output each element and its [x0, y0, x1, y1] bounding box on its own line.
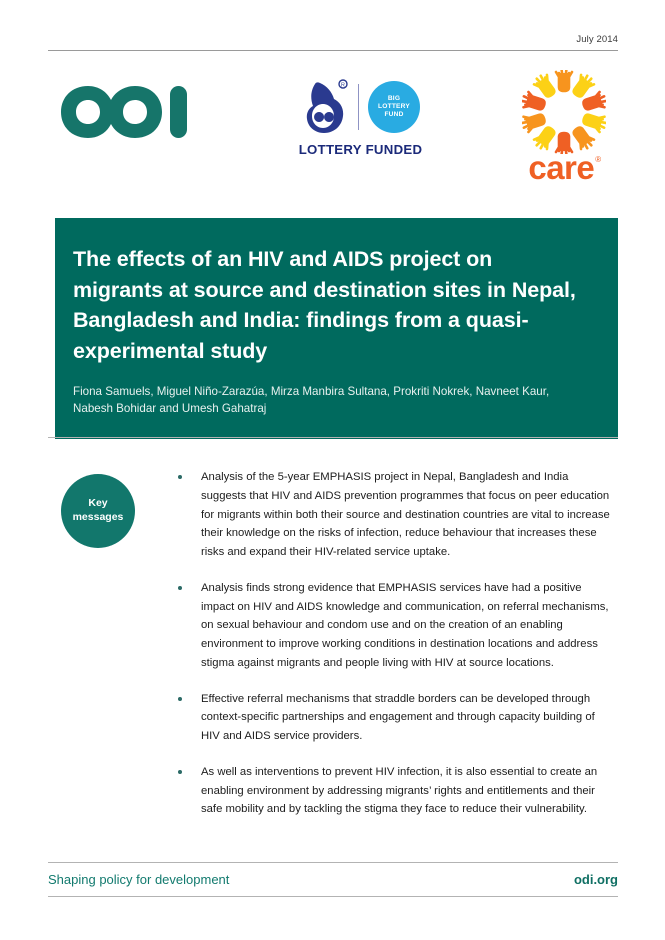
list-item [175, 468, 615, 562]
care-wordmark [528, 149, 601, 186]
footer-row [48, 863, 618, 896]
section-divider-rule [48, 437, 618, 438]
publication-date: July 2014 [576, 34, 618, 45]
svg-text:R: R [341, 82, 345, 89]
odi-logo [60, 82, 190, 142]
lottery-crossed-fingers-icon [301, 78, 349, 136]
bullet-icon [178, 586, 182, 590]
page-title: The effects of an HIV and AIDS project on migrants at source and destination sites in Nepal, Bangladesh and India: findings from a quasi-experimental study [73, 247, 576, 363]
list-item [175, 579, 615, 673]
footer-bottom-rule [48, 896, 618, 897]
lottery-funded-caption: LOTTERY FUNDED [298, 142, 423, 157]
list-item [175, 690, 615, 746]
key-messages-badge [61, 474, 135, 548]
footer-website-link[interactable]: odi.org [573, 872, 618, 887]
care-hands-circle-icon [522, 70, 606, 154]
big-lottery-fund-badge [368, 81, 420, 133]
logo-strip [48, 68, 618, 188]
bullet-icon [178, 475, 182, 479]
registered-mark-icon: ® [595, 155, 601, 164]
list-item [175, 763, 615, 819]
list-item-text: Analysis of the 5-year EMPHASIS project in Nepal, Bangladesh and India suggests that HIV and AIDS prevention programmes that focus on peer education for migrants within both their source and destination countries are vital to increase their knowledge on the risks of infection, reduce behaviour that increases these risks and expand their HIV-related service uptake. [201, 471, 610, 558]
header-rule [48, 50, 618, 51]
key-messages-badge-line-1: Key [88, 497, 108, 510]
lottery-logo-row [273, 74, 448, 140]
page-header [48, 34, 618, 51]
title-banner [55, 218, 618, 439]
care-wordmark-text: care [528, 149, 595, 186]
blf-line-2: LOTTERY [378, 102, 410, 110]
lottery-funded-logo [273, 74, 448, 174]
bullet-icon [178, 770, 182, 774]
blf-line-1: BIG [387, 94, 401, 102]
bullet-icon [178, 697, 182, 701]
list-item-text: Effective referral mechanisms that straddle borders can be developed through context-specific partnerships and engagement and through capacity building of HIV and AIDS service providers. [201, 692, 595, 742]
list-item-text: As well as interventions to prevent HIV infection, it is also essential to create an enabling environment by addressing migrants’ rights and entitlements and their safe mobility and by tackling the stigma they face to reduce their vulnerability. [201, 765, 598, 816]
key-messages-badge-line-2: messages [72, 511, 124, 523]
logo-divider [358, 84, 359, 130]
author-list: Fiona Samuels, Miguel Niño-Zarazúa, Mirza Manbira Sultana, Prokriti Nokrek, Navneet Kaur, Nabesh Bohidar and Umesh Gahatraj [73, 385, 550, 415]
care-logo [510, 70, 618, 184]
blf-line-3: FUND [384, 111, 404, 119]
page-footer [48, 862, 618, 897]
list-item-text: Analysis finds strong evidence that EMPHASIS services have had a positive impact on HIV and AIDS knowledge and communication, on referral mechanisms, on sexual behaviour and condom use and on the creation of an enabling environment to improve working conditions in destination locations and address stigma against migrants and people living with HIV at source locations. [201, 581, 609, 669]
key-messages-list [175, 468, 615, 819]
footer-tagline: Shaping policy for development [48, 872, 230, 887]
section-divider [48, 437, 618, 438]
